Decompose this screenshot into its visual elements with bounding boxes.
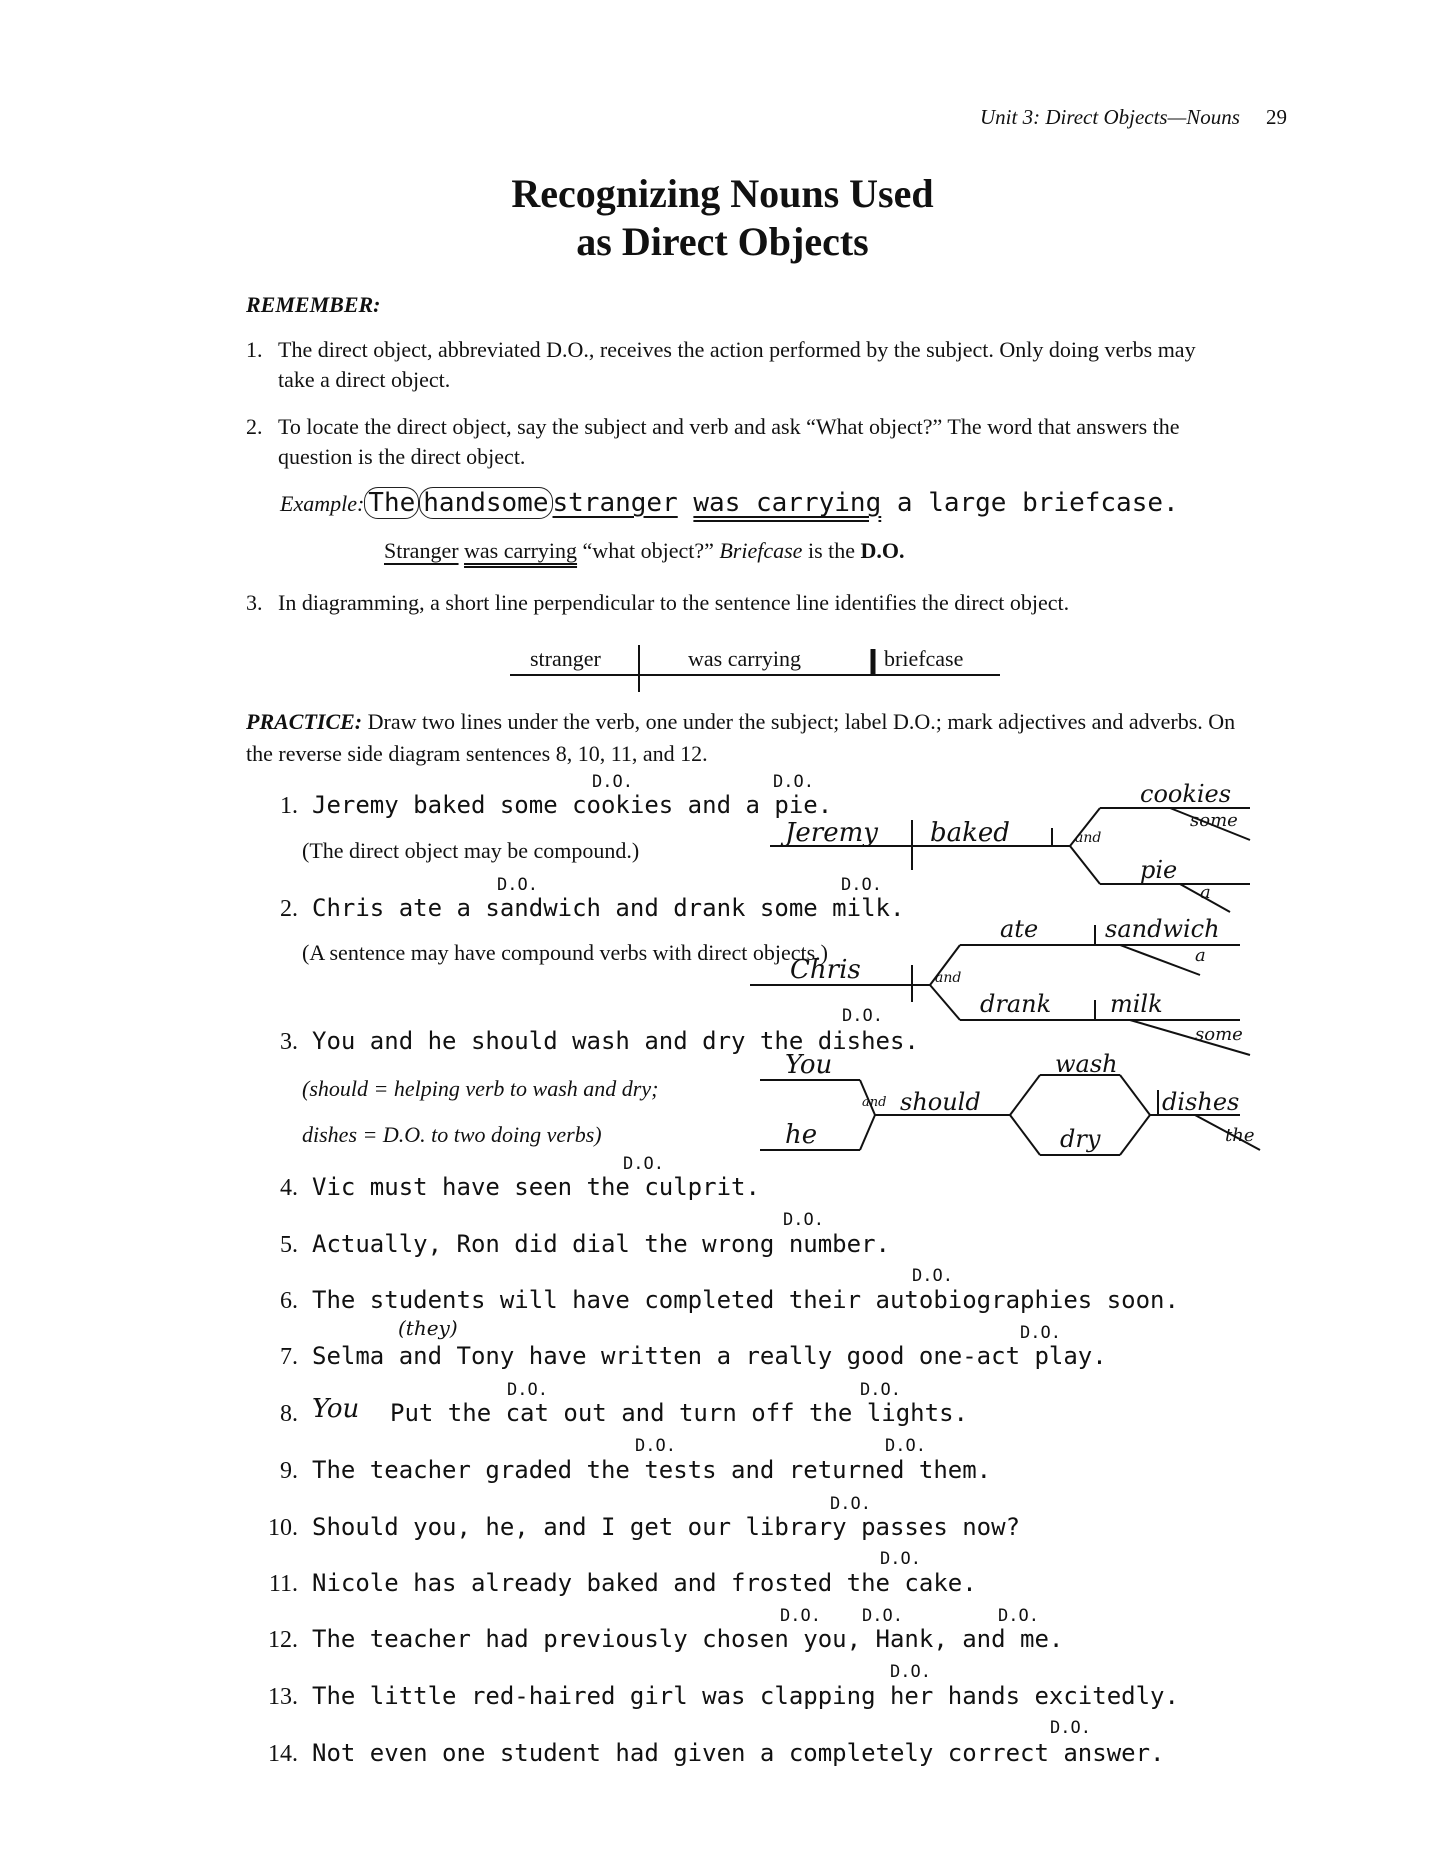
practice-note-3b: dishes = D.O. to two doing verbs) [302, 1122, 602, 1147]
practice-item-1: 1. Jeremy baked some cookies and a pie. [280, 791, 833, 819]
annotation-you: You [312, 1394, 360, 1424]
do-mark: D.O. [1050, 1718, 1091, 1738]
practice-note-2: (A sentence may have compound verbs with direct objects.) [302, 940, 829, 965]
hw-d3-verb1: wash [1055, 1050, 1118, 1078]
do-mark: D.O. [507, 1380, 548, 1400]
hw-d3-mod: the [1225, 1125, 1255, 1146]
hw-d3-verb2: dry [1060, 1125, 1101, 1153]
hw-d2-mod1: a [1195, 945, 1206, 966]
hw-d1-obj2: pie [1140, 856, 1178, 884]
annotation-they: (they) [398, 1316, 458, 1340]
title-line-1: Recognizing Nouns Used [511, 171, 934, 216]
do-mark: D.O. [635, 1436, 676, 1456]
practice-item-7: 7. Selma and Tony have written a really good one-act play. [280, 1342, 1107, 1370]
practice-item-13: 13. The little red-haired girl was clapping her hands excitedly. [268, 1682, 1179, 1710]
do-mark: D.O. [830, 1494, 871, 1514]
hw-d2-verb2: drank [980, 990, 1052, 1018]
practice-item-2: 2. Chris ate a sandwich and drank some milk. [280, 894, 905, 922]
hw-d3-object: dishes [1162, 1088, 1240, 1116]
do-mark: D.O. [998, 1606, 1039, 1626]
diagram-subject: stranger [530, 646, 601, 671]
title-line-2: as Direct Objects [576, 219, 869, 264]
do-mark: D.O. [623, 1154, 664, 1174]
do-mark: D.O. [773, 772, 814, 792]
practice-item-3: 3. You and he should wash and dry the dishes. [280, 1027, 919, 1055]
do-mark: D.O. [1020, 1323, 1061, 1343]
hw-d1-mod1: some [1190, 810, 1238, 831]
practice-item-9: 9. The teacher graded the tests and returned them. [280, 1456, 992, 1484]
do-mark: D.O. [841, 875, 882, 895]
hw-d2-verb1: ate [1000, 915, 1039, 943]
do-mark: D.O. [890, 1662, 931, 1682]
practice-note-1: (The direct object may be compound.) [302, 838, 640, 863]
rule-3: 3. In diagramming, a short line perpendicular to the sentence line identifies the direct object. [246, 590, 1070, 615]
do-mark: D.O. [783, 1210, 824, 1230]
hw-d3-helper: should [900, 1088, 981, 1116]
do-mark: D.O. [862, 1606, 903, 1626]
practice-text: Draw two lines under the verb, one under the subject; label D.O.; mark adjectives and adverbs. On the reverse side diagram sentences 8, 10, 11, and 12. [246, 709, 1236, 766]
practice-item-8: 8. You Put the cat out and turn off the lights. [280, 1394, 968, 1427]
hw-d3-subject2: he [785, 1120, 818, 1150]
hw-d1-conj: and [1075, 830, 1102, 846]
example-label: Example: [280, 491, 365, 516]
do-mark: D.O. [880, 1549, 921, 1569]
do-mark: D.O. [497, 875, 538, 895]
hw-d2-mod2: some [1195, 1024, 1243, 1045]
practice-label: PRACTICE: [246, 709, 363, 734]
hw-d3-subject1: You [785, 1050, 833, 1080]
hw-d3-conj: and [862, 1095, 887, 1110]
hw-d2-conj: and [935, 970, 962, 986]
example-sentence: Example: The handsome stranger was carrying a large briefcase. [280, 488, 1179, 518]
rule-1: 1. The direct object, abbreviated D.O., receives the action performed by the subject. Only doing verbs may take a direct object. [246, 337, 1196, 392]
unit-title: Unit 3: Direct Objects—Nouns [980, 105, 1240, 129]
do-mark: D.O. [912, 1266, 953, 1286]
practice-item-5: 5. Actually, Ron did dial the wrong number. [280, 1230, 890, 1258]
remember-label: REMEMBER: [246, 292, 381, 317]
do-mark: D.O. [592, 772, 633, 792]
practice-item-6: 6. The students will have completed their autobiographies soon. [280, 1286, 1179, 1314]
practice-item-12: 12. The teacher had previously chosen you, Hank, and me. [268, 1625, 1064, 1653]
do-mark: D.O. [842, 1006, 883, 1026]
hw-d1-mod2: a [1200, 882, 1211, 903]
do-mark: D.O. [885, 1436, 926, 1456]
hw-d2-subject: Chris [790, 955, 861, 985]
hw-d2-obj1: sandwich [1105, 915, 1220, 943]
hw-d1-subject: Jeremy [785, 818, 878, 848]
practice-item-11: 11. Nicole has already baked and frosted the cake. [268, 1569, 977, 1597]
hw-d1-obj1: cookies [1140, 780, 1232, 808]
rule-2: 2. To locate the direct object, say the subject and verb and ask “What object?” The word that answers the question is the direct object. [246, 414, 1180, 469]
diagram-object: briefcase [884, 646, 964, 671]
diagram-verb: was carrying [688, 646, 802, 671]
do-mark: D.O. [780, 1606, 821, 1626]
do-mark: D.O. [860, 1380, 901, 1400]
example-explanation: Stranger was carrying “what object?” Briefcase is the D.O. [384, 538, 905, 563]
practice-item-10: 10. Should you, he, and I get our library passes now? [268, 1513, 1021, 1541]
page-number: 29 [1265, 105, 1287, 129]
practice-item-4: 4. Vic must have seen the culprit. [280, 1173, 760, 1201]
hw-d1-verb: baked [930, 818, 1010, 848]
practice-item-14: 14. Not even one student had given a completely correct answer. [268, 1739, 1165, 1767]
hw-d2-obj2: milk [1110, 990, 1163, 1018]
practice-note-3a: (should = helping verb to wash and dry; [302, 1076, 659, 1101]
